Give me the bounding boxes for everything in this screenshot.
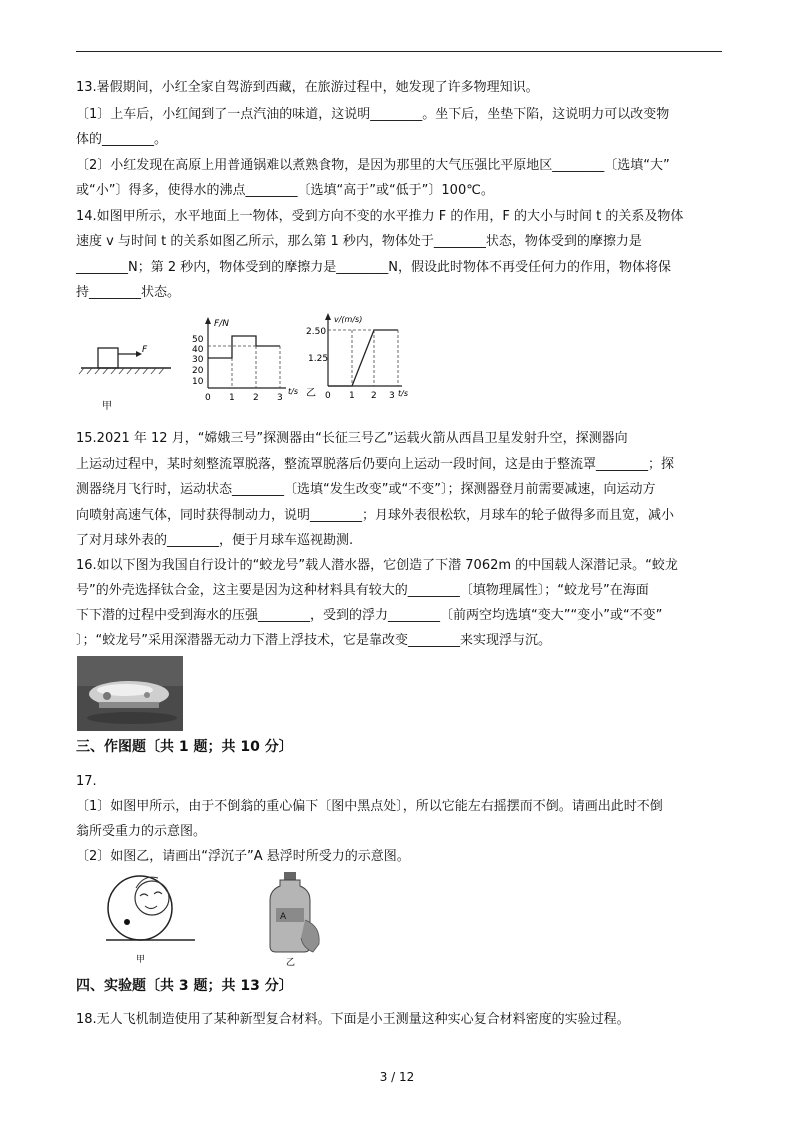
q16-line-1: 16.如以下图为我国自行设计的“蛟龙号”载人潜水器，它创造了下潜 7062m 的中国载人深潜记录。“蛟龙 bbox=[76, 558, 678, 573]
ft-ytick-30: 30 bbox=[192, 355, 204, 365]
q15-line-2: 上运动过程中，某时刻整流罩脱落，整流罩脱落后仍要向上运动一段时间，这是由于整流罩________；探 bbox=[76, 457, 675, 472]
q14-line-4: 持________状态。 bbox=[76, 285, 181, 300]
vt-xtick-0: 0 bbox=[325, 391, 331, 401]
vt-xlabel: t/s bbox=[398, 389, 408, 398]
q15-line-1: 15.2021 年 12 月，“嫦娥三号”探测器由“长征三号乙”运载火箭从西昌卫星发射升空，探测器向 bbox=[76, 431, 628, 446]
q17-line-2: 翁所受重力的示意图。 bbox=[76, 824, 207, 839]
q15-line-4: 向喷射高速气体，同时获得制动力，说明________；月球外表很松软，月球车的轮子做得多而且宽，减小 bbox=[76, 508, 675, 523]
force-label: F bbox=[142, 345, 148, 355]
header-rule bbox=[76, 51, 722, 52]
velocity-time-graph bbox=[306, 313, 408, 401]
cartesian-diver-bottle-diagram bbox=[270, 872, 319, 968]
q17-number: 17. bbox=[76, 774, 97, 789]
q15-line-5: 了对月球外表的________，便于月球车巡视勘测. bbox=[76, 533, 354, 548]
ft-xtick-1: 1 bbox=[229, 393, 235, 403]
page-number: 3 / 12 bbox=[379, 1070, 415, 1084]
section-4-title: 四、实验题〔共 3 题；共 13 分〕 bbox=[76, 978, 293, 994]
force-time-graph bbox=[192, 317, 316, 403]
ft-xtick-2: 2 bbox=[253, 393, 259, 403]
q17-line-3: 〔2〕如图乙，请画出“浮沉子”A 悬浮时所受力的示意图。 bbox=[76, 849, 410, 864]
q13-line-5: 或“小”〕得多，使得水的沸点________〔选填“高于”或“低于”〕100℃。 bbox=[76, 183, 494, 198]
q13-line-4: 〔2〕小红发现在高原上用普通锅难以煮熟食物，是因为那里的大气压强比平原地区________〔选填“大” bbox=[76, 158, 670, 173]
vt-xtick-2: 2 bbox=[371, 391, 377, 401]
q16-line-2: 号”的外壳选择钛合金，这主要是因为这种材料具有较大的________〔填物理属性〕；“蛟龙号”在海面 bbox=[76, 583, 649, 598]
ft-ytick-20: 20 bbox=[192, 366, 204, 376]
q16-line-3: 下下潜的过程中受到海水的压强________，受到的浮力________〔前两空均选填“变大”“变小”或“不变” bbox=[76, 608, 663, 623]
vt-ylabel: v/(m/s) bbox=[334, 315, 363, 324]
section-3-title: 三、作图题〔共 1 题；共 10 分〕 bbox=[76, 739, 293, 755]
q14-line-3: ________N；第 2 秒内，物体受到的摩擦力是________N，假设此时物体不再受任何力的作用，物体将保 bbox=[76, 260, 671, 275]
q14-line-1: 14.如图甲所示，水平地面上一物体，受到方向不变的水平推力 F 的作用，F 的大小与时间 t 的关系及物体 bbox=[76, 209, 684, 224]
vt-ytick-125: 1.25 bbox=[308, 354, 329, 364]
vt-ytick-250: 2.50 bbox=[306, 327, 327, 337]
ft-ytick-40: 40 bbox=[192, 345, 204, 355]
vt-xtick-3: 3 bbox=[389, 391, 395, 401]
block-on-ground-diagram bbox=[79, 345, 171, 412]
ft-ytick-50: 50 bbox=[192, 335, 204, 345]
fig14-label-yi: 乙 bbox=[306, 388, 316, 399]
ft-ytick-10: 10 bbox=[192, 377, 204, 387]
tumbler-toy-diagram bbox=[106, 876, 195, 965]
vt-xtick-1: 1 bbox=[349, 391, 355, 401]
fig17-label-jia: 甲 bbox=[136, 955, 146, 965]
q15-line-3: 测器绕月飞行时，运动状态________〔选填“发生改变”或“不变”〕；探测器登月前需要减速，向运动方 bbox=[76, 482, 656, 497]
q13-line-1: 13.暑假期间，小红全家自驾游到西藏，在旅游过程中，她发现了许多物理知识。 bbox=[76, 80, 539, 95]
q17-figure bbox=[100, 870, 330, 968]
q14-figure bbox=[76, 310, 416, 415]
fig17-label-yi: 乙 bbox=[286, 958, 296, 968]
ft-xtick-0: 0 bbox=[205, 393, 211, 403]
q14-line-2: 速度 v 与时间 t 的关系如图乙所示，那么第 1 秒内，物体处于________状态，物体受到的摩擦力是 bbox=[76, 234, 642, 249]
fig14-label-jia: 甲 bbox=[102, 401, 112, 412]
q17-line-1: 〔1〕如图甲所示，由于不倒翁的重心偏下〔图中黑点处〕，所以它能左右摇摆而不倒。请画出此时不倒 bbox=[76, 799, 663, 814]
ft-ylabel: F/N bbox=[214, 319, 229, 329]
q16-line-4: 〕；“蛟龙号”采用深潜器无动力下潜上浮技术，它是靠改变________来实现浮与沉。 bbox=[76, 633, 551, 648]
ft-xlabel: t/s bbox=[288, 387, 298, 396]
q18-line-1: 18.无人飞机制造使用了某种新型复合材料。下面是小王测量这种实心复合材料密度的实验过程。 bbox=[76, 1012, 630, 1027]
jiaolong-submersible-photo bbox=[77, 656, 183, 731]
q13-line-2: 〔1〕上车后，小红闻到了一点汽油的味道，这说明________。坐下后，坐垫下陷，这说明力可以改变物 bbox=[76, 107, 670, 122]
bottle-label-a: A bbox=[280, 912, 287, 922]
ft-xtick-3: 3 bbox=[277, 393, 283, 403]
q13-line-3: 体的________。 bbox=[76, 132, 168, 147]
